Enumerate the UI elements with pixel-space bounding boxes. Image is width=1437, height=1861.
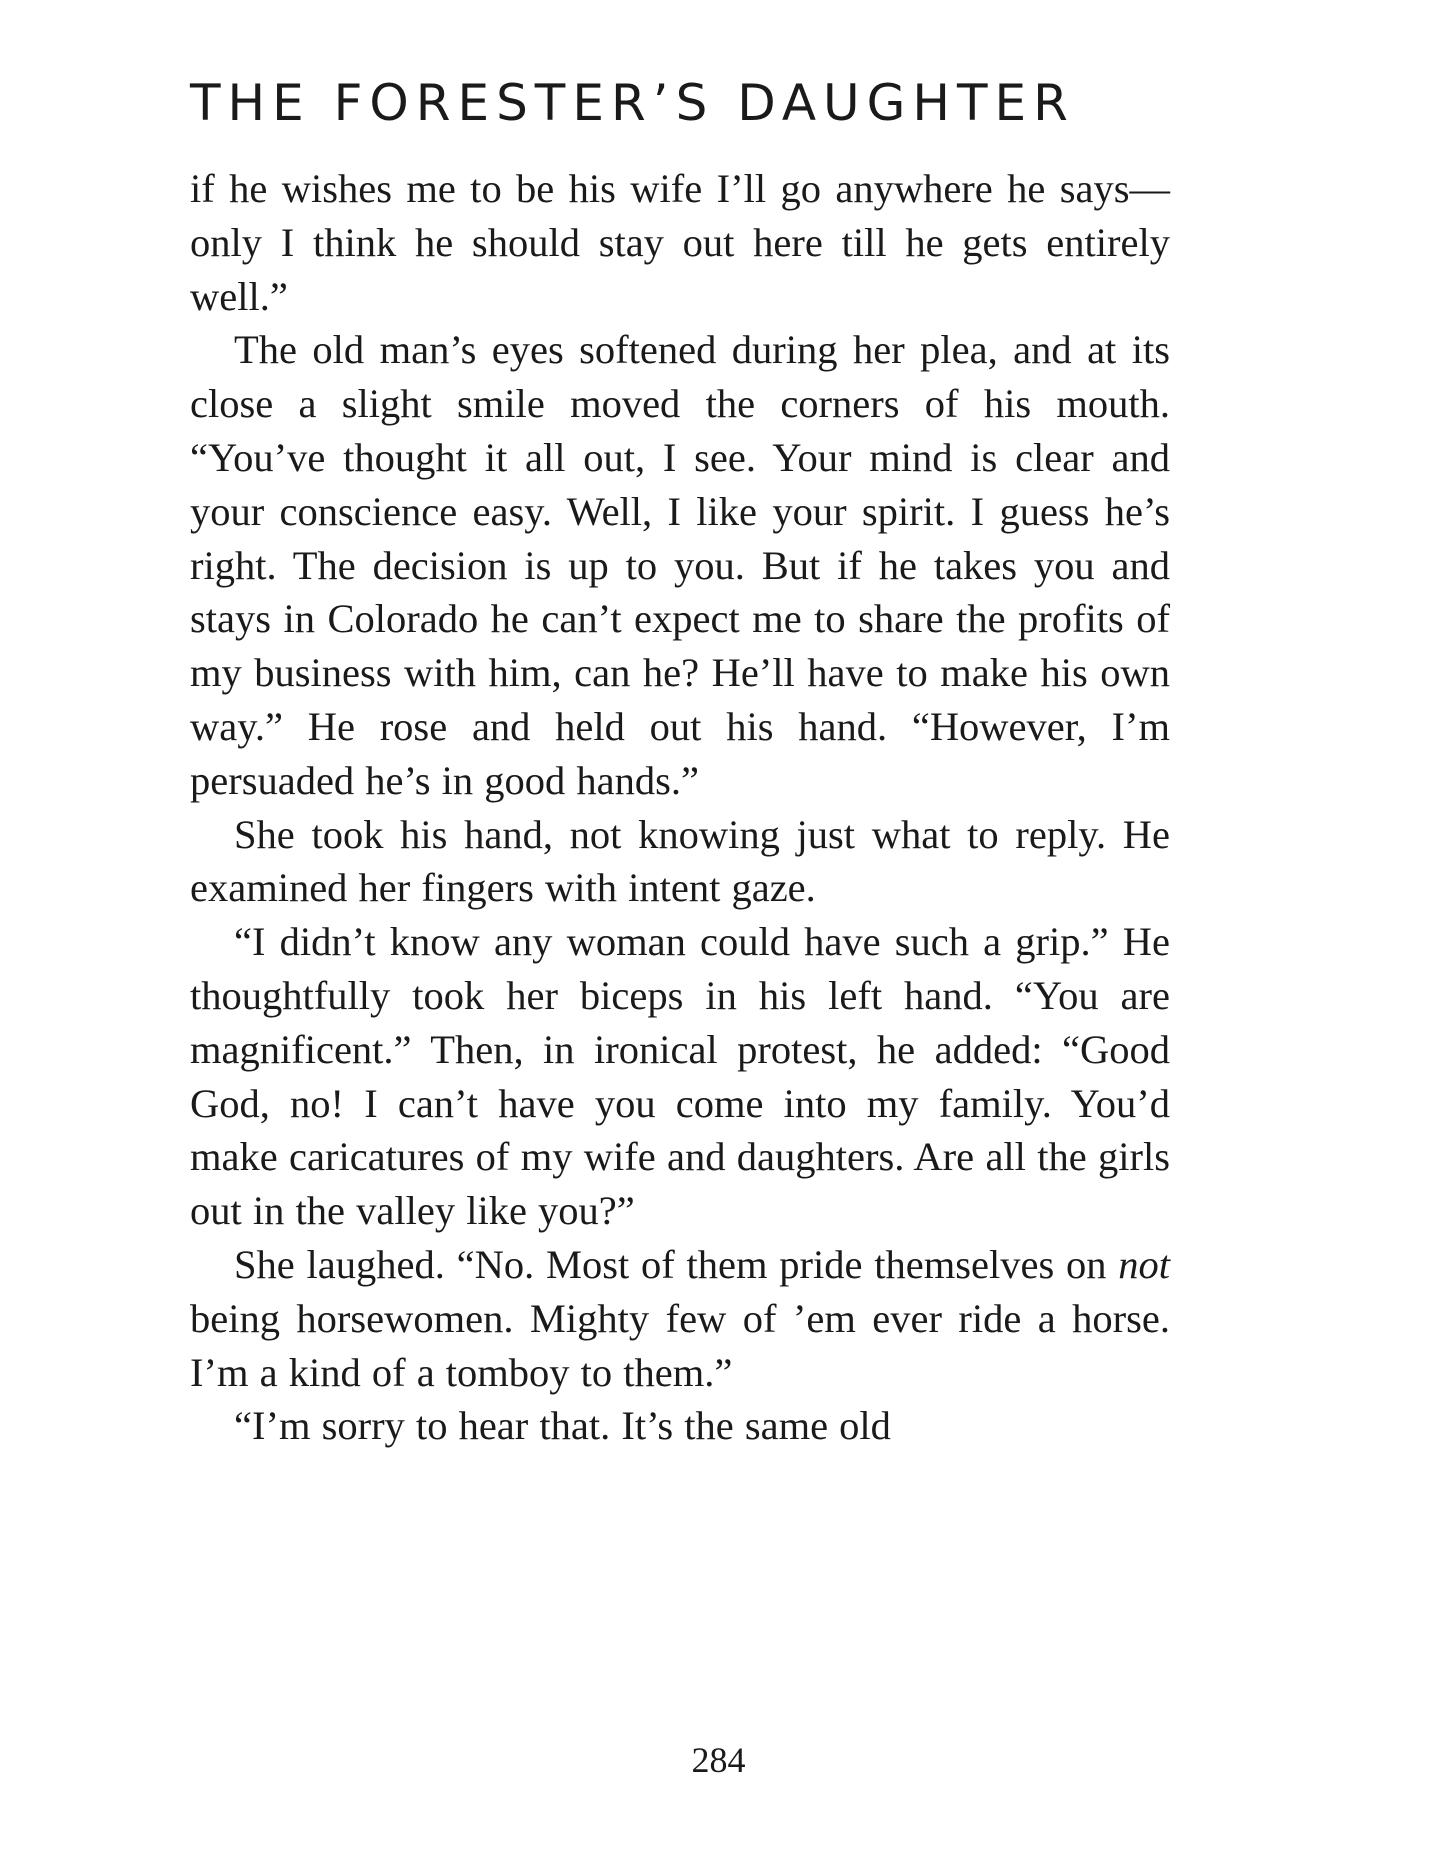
paragraph: “I’m sorry to hear that. It’s the same old (234, 1403, 891, 1449)
paragraph-text: being horsewomen. Mighty few of ’em ever ride a horse. I’m a kind of a tomboy to them.” (190, 1295, 1170, 1395)
paragraph: if he wishes me to be his wife I’ll go anywhere he says—only I think he should stay out here till he gets entirely well.” (190, 166, 1170, 319)
paragraph: The old man’s eyes softened during her plea, and at its close a slight smile moved the corners of his mouth. “You’ve thought it all out, I see. Your mind is clear and your conscience easy. Well, I like your spirit. I guess he’s right. The decision is up to you. But if he takes you and stays in Colorado he can’t expect me to share the profits of my business with him, can he? He’ll have to make his own way.” He rose and held out his hand. “However, I’m persuaded he’s in good hands.” (190, 327, 1170, 803)
body-text (190, 162, 1170, 1453)
paragraph-text: She laughed. “No. Most of them pride themselves on (234, 1241, 1119, 1287)
paragraph: She took his hand, not knowing just what to reply. He examined her fingers with intent gaze. (190, 811, 1170, 911)
running-title: THE FORESTER’S DAUGHTER (190, 74, 1075, 132)
paragraph: “I didn’t know any woman could have such a grip.” He thoughtfully took her biceps in his left hand. “You are magnificent.” Then, in ironical protest, he added: “Good God, no! I can’t have you come into my family. You’d make caricatures of my wife and daughters. Are all the girls out in the valley like you?” (190, 919, 1170, 1234)
page-number: 284 (691, 1740, 746, 1780)
paragraph (190, 1238, 1170, 1399)
emphasis-text: not (1118, 1241, 1170, 1287)
